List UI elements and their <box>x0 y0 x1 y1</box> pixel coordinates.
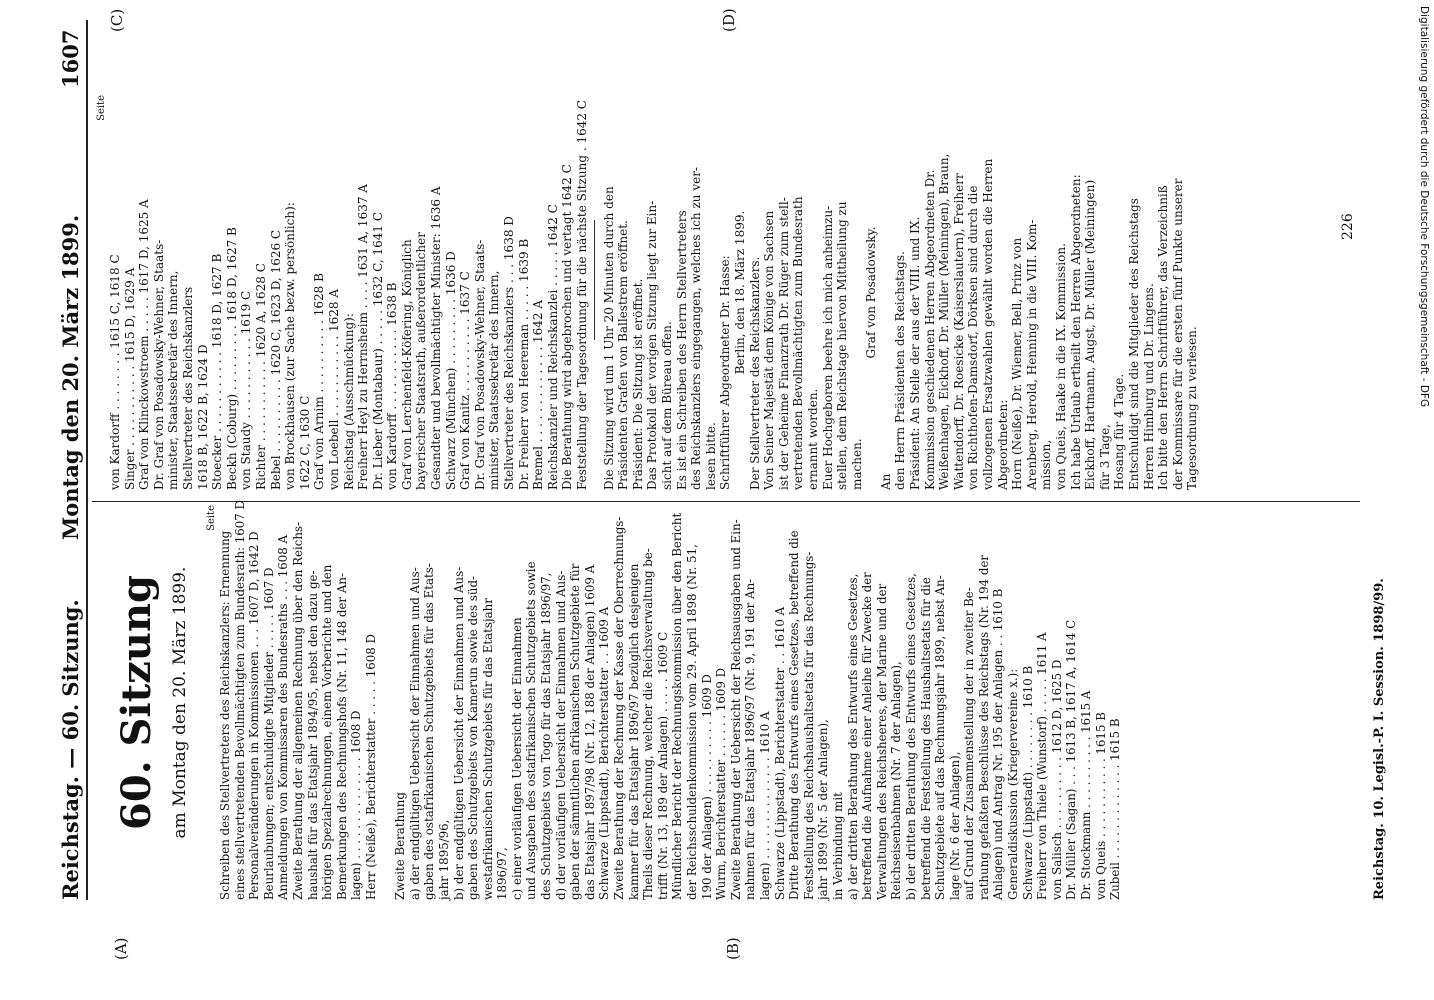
running-header-center: Montag den 20. März 1899. <box>58 214 83 540</box>
page-footer: Reichstag. 10. Legisl.-P. I. Session. 1898/99. <box>1372 578 1387 900</box>
text-line: Generaldiskussion (Kriegervereine x.): <box>1006 668 1021 900</box>
proceedings-text <box>108 95 1198 490</box>
text-line: Schwarze (Lippstadt), Berichterstatter . . 1610 A <box>772 606 787 900</box>
text-line: jahr 1895/96, <box>436 819 451 900</box>
seite-label-right: Seite <box>96 95 107 121</box>
text-line: Graf von Kanitz . . . . . . . . . . 1637 C <box>458 271 473 490</box>
text-line: machen. <box>849 438 864 490</box>
text-line: Graf von Lerchenfeld-Köfering, Königlich <box>399 239 414 490</box>
text-line: minister, Staatssekretär des Innern, <box>487 270 502 490</box>
text-line: b) der dritten Berathung des Entwurfs eines Gesetzes, <box>903 573 918 900</box>
text-line: lage (Nr. 6 der Anlagen), <box>947 751 962 900</box>
text-line: des Schutzgebiets von Togo für das Etatsjahr 1896/97, <box>539 572 554 900</box>
text-line: An <box>878 473 893 490</box>
signature-number: 226 <box>1340 213 1356 240</box>
text-line: des Reichskanzlers eingegangen, welches ich zu ver- <box>689 167 704 490</box>
text-line <box>379 505 394 900</box>
text-line: Weißenhagen, Eickhoff, Dr. Müller (Meiningen), Braun, <box>937 153 952 490</box>
text-line: stellen, dem Reichstage hiervon Mittheilung zu <box>835 201 850 490</box>
left-column <box>96 500 1123 900</box>
text-line: Dr. Freiherr von Heereman . . . . . 1639 B <box>516 238 531 490</box>
text-line: haushalt für das Etatsjahr 1894/95, nebst den dazu ge- <box>305 570 320 900</box>
right-column <box>96 95 1198 490</box>
dfg-credit <box>1416 6 1432 996</box>
text-line: rathung gefaßten Beschlüsse des Reichstags (Nr. 194 der <box>976 554 991 900</box>
text-line: Herr (Neiße), Berichterstatter . . . . . 1608 D <box>363 634 378 900</box>
text-line: sicht auf dem Büreau offen. <box>659 321 674 490</box>
text-line: lesen bitte. <box>703 422 718 490</box>
text-line: der Kommissare für die ersten fünf Punkte unserer <box>1170 178 1185 490</box>
seite-label: Seite <box>206 505 217 531</box>
text-line: Singer . . . . . . . . . . . 1615 D, 1629 A <box>122 267 137 490</box>
text-line: Dritte Berathung des Entwurfs eines Gesetzes, betreffend die <box>787 530 802 900</box>
dfg-credit-text: Digitalisierung gefördert durch die Deutsche Forschungsgemeinschaft - DFG <box>1418 6 1430 408</box>
text-line: vertretenden Bevollmächtigten zum Bundesrath <box>791 196 806 490</box>
text-line: Reichskanzler und Reichskanzlei . . . . . 1642 C <box>545 204 560 490</box>
text-line: auf Grund der Zusammenstellung der in zweiter Be- <box>962 587 977 900</box>
text-line: Freiherr von Thiele (Wunstorf) . . . . . 1611 A <box>1035 632 1050 900</box>
text-line: Schutzgebiete auf das Rechnungsjahr 1899, nebst An- <box>933 575 948 900</box>
text-line: Gesandter und bevollmächtigter Minister: 1636 A <box>429 186 444 490</box>
text-line: westafrikanischen Schutzgebiets für das Etatsjahr <box>480 598 495 900</box>
text-line: Der Stellvertreter des Reichskanzlers. <box>747 256 762 490</box>
text-line: 1622 C, 1630 C <box>297 395 312 490</box>
text-line: a) der endgültigen Uebersicht der Einnahmen und Aus- <box>407 567 422 900</box>
text-line: Dr. Graf von Posadowsky-Wehner, Staats- <box>151 239 166 490</box>
text-line: der Reichsschuldenkommission vom 29. April 1898 (Nr. 51, <box>685 544 699 900</box>
text-line: in Verbindung mit <box>830 792 845 900</box>
text-line: Stellvertreter des Reichskanzlers <box>180 286 195 490</box>
margin-mark-c: (C) <box>108 8 126 32</box>
text-line: Wattendorff, Dr. Roesicke (Kaiserslautern), Freiherr <box>951 173 966 490</box>
text-line: Graf von Posadowsky. <box>864 226 879 359</box>
page-number: 1607 <box>58 29 83 88</box>
text-line: Es ist ein Schreiben des Herrn Stellvertreters <box>674 210 689 490</box>
text-line: von Kardorff . . . . . . . . 1615 C, 1618 C <box>108 254 122 490</box>
text-line: Schwarze (Lippstadt), Berichterstatter . . 1609 A <box>597 606 612 900</box>
text-line: ernannt worden. <box>805 388 820 490</box>
text-line: Zweite Berathung der Rechnung der Kasse der Oberrechnungs- <box>612 516 627 900</box>
text-line: Dr. Müller (Sagan) . . . 1613 B, 1617 A, 1614 C <box>1064 619 1079 900</box>
text-line: Mündlicher Bericht der Rechnungskommission über den Bericht <box>670 512 685 900</box>
text-line: von Loebell . . . . . . . . . . . 1628 A <box>326 288 341 490</box>
text-line: Entschuldigt sind die Mitglieder des Reichstags <box>1126 198 1141 490</box>
text-line: von Kardorff . . . . . . . . . . . 1638 B <box>385 282 400 490</box>
text-line: Das Protokoll der vorigen Sitzung liegt zur Ein- <box>645 200 660 490</box>
text-line: nahmen für das Etatsjahr 1896/97 (Nr. 9, 191 der An- <box>743 578 758 900</box>
text-line: vollzogenen Ersatzwahlen gewählt worden die Herren <box>981 158 996 490</box>
text-line: Schwarze (Lippstadt) . . . . . . . . 1610 B <box>1020 665 1035 900</box>
text-line: Dr. Lieber (Montabaur) . . . . . 1632 C, 1641 C <box>370 211 385 490</box>
text-line: Feststellung des Reichshaushaltsetats für das Rechnungs- <box>801 551 816 900</box>
text-line: betreffend die Feststellung des Haushaltsetats für die <box>918 577 933 900</box>
text-line: Personalveränderungen in Kommissionen . . . 1607 D, 1642 D <box>247 531 262 900</box>
text-line: von Staudy . . . . . . . . . . . 1619 C <box>239 290 254 490</box>
text-line: Die Berathung wird abgebrochen und vertagt 1642 C <box>560 164 575 490</box>
text-line: Schwarz (München) . . . . . . . . . 1636 D <box>443 251 458 490</box>
text-line: Reichseisenbahnen (Nr. 7 der Anlagen), <box>889 661 904 900</box>
text-line: Graf von Klinckowstroem . . . . . 1617 D, 1625 A <box>137 199 152 490</box>
text-line: d) der vorläufigen Uebersicht der Einnahmen und Aus- <box>553 570 568 900</box>
text-line: Von Seiner Majestät dem Könige von Sachsen <box>762 210 777 490</box>
text-line: Stellvertreter des Reichskanzlers . . . 1638 D <box>502 216 517 490</box>
text-line: von Salisch . . . . . . . . . . 1612 D, 1625 D <box>1049 659 1064 900</box>
text-line: Herren Himburg und Dr. Lingens. <box>1141 283 1156 490</box>
text-line: Anlagen) und Antrag Nr. 195 der Anlagen . . 1610 B <box>991 588 1006 900</box>
text-line: Schriftführer Abgeordneter Dr. Hasse: <box>718 255 733 490</box>
text-line: Arenberg, Herold, Henning in die VIII. Kom- <box>1024 219 1039 490</box>
text-line: 1896/97, <box>495 847 510 900</box>
text-line: Dr. Graf von Posadowsky-Wehner, Staats- <box>472 239 487 490</box>
text-line: Euer Hochgeboren beehre ich mich anheimzu- <box>820 205 835 490</box>
text-line: Schreiben des Stellvertreters des Reichskanzlers: Ernennung <box>218 530 232 900</box>
text-line: Ich habe Urlaub ertheilt den Herren Abgeordneten: <box>1068 174 1083 490</box>
margin-mark-d: (D) <box>720 8 738 32</box>
text-line: das Etatsjahr 1897/98 (Nr. 12, 188 der Anlagen) 1609 A <box>582 564 597 900</box>
text-line: 1618 B, 1622 B, 1624 D <box>195 344 210 490</box>
text-line: a) der dritten Berathung des Entwurfs eines Gesetzes, <box>845 573 860 900</box>
text-line: Abgeordneten: <box>995 399 1010 490</box>
table-of-contents <box>218 500 1123 900</box>
text-line: für 3 Tage, <box>1097 424 1112 490</box>
text-line: trifft (Nr. 13, 189 der Anlagen) . . . . . 1609 C <box>655 631 670 900</box>
text-line: Eickhoff, Hartmann, Augst, Dr. Müller (Meiningen) <box>1083 179 1098 490</box>
text-line: c) einer vorläufigen Uebersicht der Einnahmen <box>509 617 524 900</box>
text-line: gaben der sämmtlichen afrikanischen Schutzgebiete für <box>568 563 583 900</box>
running-header-left: Reichstag. — 60. Sitzung. <box>58 599 83 900</box>
margin-mark-a: (A) <box>112 937 130 960</box>
text-line: Dr. Stockmann . . . . . . . . . . 1615 A <box>1079 690 1094 900</box>
header-rule <box>86 20 88 900</box>
text-line: Beckh (Coburg) . . . . . . . . . 1618 D, 1627 B <box>224 227 239 490</box>
text-line: 190 der Anlagen) . . . . . . . . . . 1609 D <box>699 674 714 900</box>
text-line: Feststellung der Tagesordnung für die nächste Sitzung . 1642 C <box>575 100 589 490</box>
text-line: Die Sitzung wird um 1 Uhr 20 Minuten durch den <box>601 186 616 490</box>
text-line: Anmeldungen von Kommissaren des Bundesraths . . . 1608 A <box>276 534 291 900</box>
text-line: von Brockhausen (zur Sache bezw. persönlich): <box>283 202 298 490</box>
text-line: betreffend die Aufnahme einer Anleihe für Zwecke der <box>860 572 875 900</box>
text-line: hörigen Spezialrechnungen, einem Vorberichte und den <box>320 564 335 900</box>
text-line: Bebel . . . . . . . . . . 1620 C, 1623 D, 1626 C <box>268 229 283 490</box>
text-line: Beurlaubungen; entschuldigte Mitglieder . . . . . 1607 D <box>261 567 276 900</box>
session-title: 60. Sitzung <box>113 575 160 830</box>
text-line: Zweite Berathung <box>393 792 408 900</box>
text-line: den Herrn Präsidenten des Reichstags. <box>893 251 908 490</box>
text-line: Theils dieser Rechnung, welcher die Reichsverwaltung be- <box>641 548 656 900</box>
section-separator <box>590 95 600 490</box>
text-line: eines stellvertretenden Bevollmächtigten zum Bundesrath: 1607 D <box>232 500 247 900</box>
text-line: gaben des Schutzgebiets von Kamerun sowie des süd- <box>466 575 481 900</box>
text-line: mission, <box>1039 439 1054 490</box>
text-line: von Richthofen-Damsdorf, Dörksen sind durch die <box>966 185 981 490</box>
text-line: Bremel . . . . . . . . . . . . . 1642 A <box>531 300 546 490</box>
text-line: bayerischer Staatsrath, außerordentlicher <box>414 232 429 490</box>
text-line: Hosang für 4 Tage. <box>1112 373 1127 490</box>
text-line: von Queis, Haake in die IX. Kommission. <box>1054 243 1068 490</box>
text-line: Zweite Berathung der allgemeinen Rechnung über den Reichs- <box>290 521 305 900</box>
text-line: ist der Geheime Finanzrath Dr. Rüger zum stell- <box>776 197 791 490</box>
text-line: Kommission geschiedenen Herren Abgeordneten Dr. <box>922 169 937 490</box>
text-line: Zubeil . . . . . . . . . . . . . 1615 B <box>1108 718 1123 900</box>
text-line: Präsident: An Stelle der aus der VIII. und IX. <box>908 216 923 490</box>
text-line: Wurm, Berichterstatter . . . . . . 1609 D <box>714 667 729 900</box>
text-line: Richter . . . . . . . . . . . 1620 A, 1628 C <box>253 263 268 490</box>
text-line: gaben des ostafrikanischen Schutzgebiets für das Etats- <box>422 563 437 900</box>
text-line: Stoecker . . . . . . . . . . . 1618 D, 1627 B <box>210 253 225 490</box>
text-line: minister, Staatssekretär des Innern, <box>166 270 181 490</box>
session-date: am Montag den 20. März 1899. <box>170 566 190 839</box>
text-line: Tagesordnung zu verlesen. <box>1185 326 1200 490</box>
margin-mark-b: (B) <box>724 937 742 960</box>
text-line: Präsidenten Grafen von Ballestrem eröffnet. <box>616 220 631 490</box>
text-line: Freiherr Heyl zu Herrnsheim . . . . 1631 A, 1637 A <box>356 184 371 490</box>
text-line: und Ausgaben des ostafrikanischen Schutzgebiets sowie <box>524 561 539 900</box>
text-line: lagen) . . . . . . . . . . . . . . 1610 A <box>757 711 772 900</box>
text-line: Ich bitte den Herrn Schriftführer, das Verzeichniß <box>1156 185 1171 490</box>
text-line: kammer für das Etatsjahr 1896/97 bezüglich desjenigen <box>626 563 641 900</box>
text-line: Reichstag (Ausschmückung): <box>341 313 356 490</box>
text-line: von Queis . . . . . . . . . . . 1615 B <box>1093 712 1108 900</box>
text-line: jahr 1899 (Nr. 5 der Anlagen), <box>816 719 831 900</box>
text-line: b) der endgültigen Uebersicht der Einnahmen und Aus- <box>451 566 466 900</box>
text-line: Graf von Arnim . . . . . . . . . . 1628 B <box>312 273 327 490</box>
text-line: Horn (Neiße), Dr. Wiemer, Bell, Prinz von <box>1010 237 1025 490</box>
text-line: Präsident: Die Sitzung ist eröffnet. <box>630 278 645 490</box>
text-line: Bemerkungen des Rechnungshofs (Nr. 11, 148 der An- <box>334 573 349 900</box>
text-line: Verwaltungen des Reichsheeres, der Marine und der <box>874 583 889 900</box>
text-line: Berlin, den 18. März 1899. <box>732 210 747 375</box>
column-divider <box>92 501 1360 502</box>
text-line: Zweite Berathung der Uebersicht der Reichsausgaben und Ein- <box>728 519 743 900</box>
text-line: lagen) . . . . . . . . . . . . . . 1608 D <box>349 710 364 900</box>
